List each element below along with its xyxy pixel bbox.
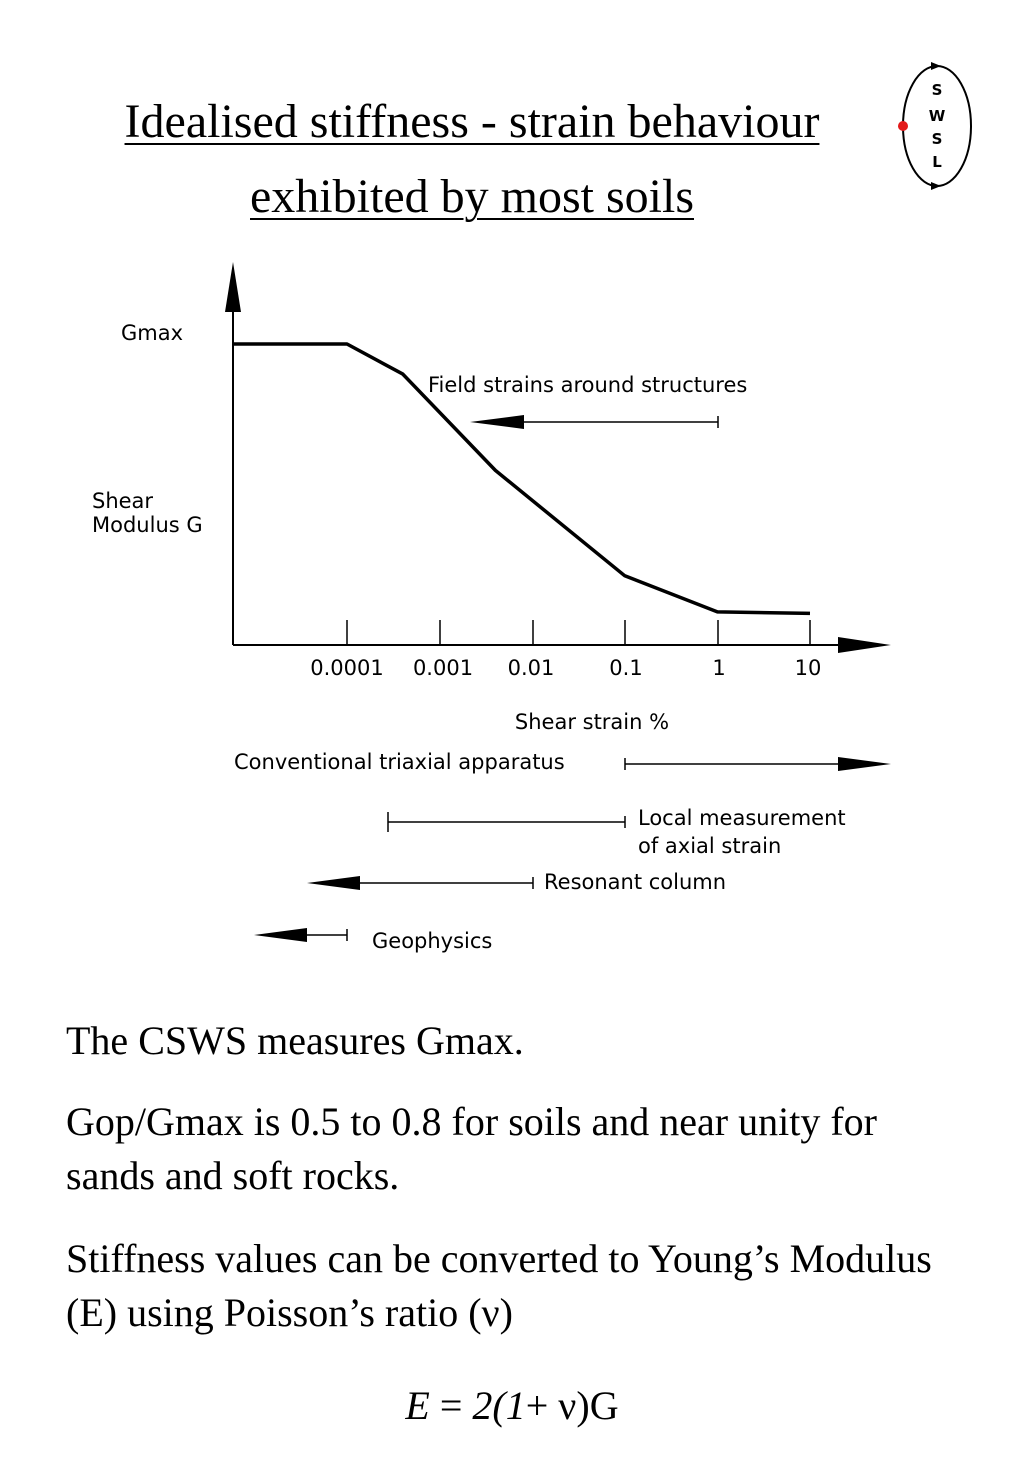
x-tick-label-0.01: 0.01 (507, 656, 555, 680)
formula-lhs: E (405, 1383, 430, 1428)
logo-letter-s2: S (931, 130, 943, 148)
paragraph-gop-gmax: Gop/Gmax is 0.5 to 0.8 for soils and near unity for sands and soft rocks. (66, 1099, 877, 1198)
x-axis-arrow (838, 637, 891, 653)
resonant-column-arrow (307, 876, 360, 890)
page-title-line-2: exhibited by most soils (250, 170, 694, 223)
formula-two-one: 2(1 (472, 1383, 526, 1428)
x-tick-label-0.0001: 0.0001 (310, 656, 384, 680)
logo-letter-w: W (928, 107, 946, 125)
local-measurement-label-1: Local measurement (638, 806, 846, 830)
logo-letter-s1: S (931, 81, 943, 99)
swsl-logo (893, 58, 977, 194)
resonant-column-label: Resonant column (544, 870, 727, 894)
y-axis-arrow (225, 262, 241, 312)
triaxial-label: Conventional triaxial apparatus (234, 750, 565, 774)
paragraph-youngs-modulus: Stiffness values can be converted to Young’s Modulus (E) using Poisson’s ratio (ν) (66, 1236, 932, 1335)
paragraph-cs-ws: The CSWS measures Gmax. (66, 1018, 524, 1063)
field-strains-label: Field strains around structures (428, 373, 748, 397)
field-strains-arrow (470, 415, 524, 429)
logo-letter-l: L (932, 153, 942, 171)
formula-g: G (589, 1383, 619, 1428)
geophysics-arrow (254, 928, 307, 942)
x-tick-marks (347, 620, 810, 645)
x-tick-label-0.001: 0.001 (412, 656, 474, 680)
x-tick-label-1: 1 (712, 656, 726, 680)
y-label-shear: Shear (92, 489, 154, 513)
triaxial-arrow (838, 757, 891, 771)
logo-arrow-bottom (931, 182, 941, 190)
formula-plus-nu: + ν) (525, 1383, 590, 1428)
local-measurement-label-2: of axial strain (638, 834, 782, 858)
x-axis-label: Shear strain % (514, 710, 670, 734)
stiffness-strain-diagram (0, 250, 1024, 970)
x-tick-label-10: 10 (794, 656, 822, 680)
page-title-line-1: Idealised stiffness - strain behaviour (124, 95, 820, 148)
formula (0, 1382, 1024, 1429)
x-tick-label-0.1: 0.1 (609, 656, 643, 680)
gmax-label: Gmax (121, 321, 184, 345)
logo-arrow-top (931, 62, 941, 70)
geophysics-label: Geophysics (372, 929, 493, 953)
logo-dot (898, 121, 908, 131)
formula-eq: = (429, 1383, 473, 1428)
y-label-modulus: Modulus G (92, 513, 203, 537)
